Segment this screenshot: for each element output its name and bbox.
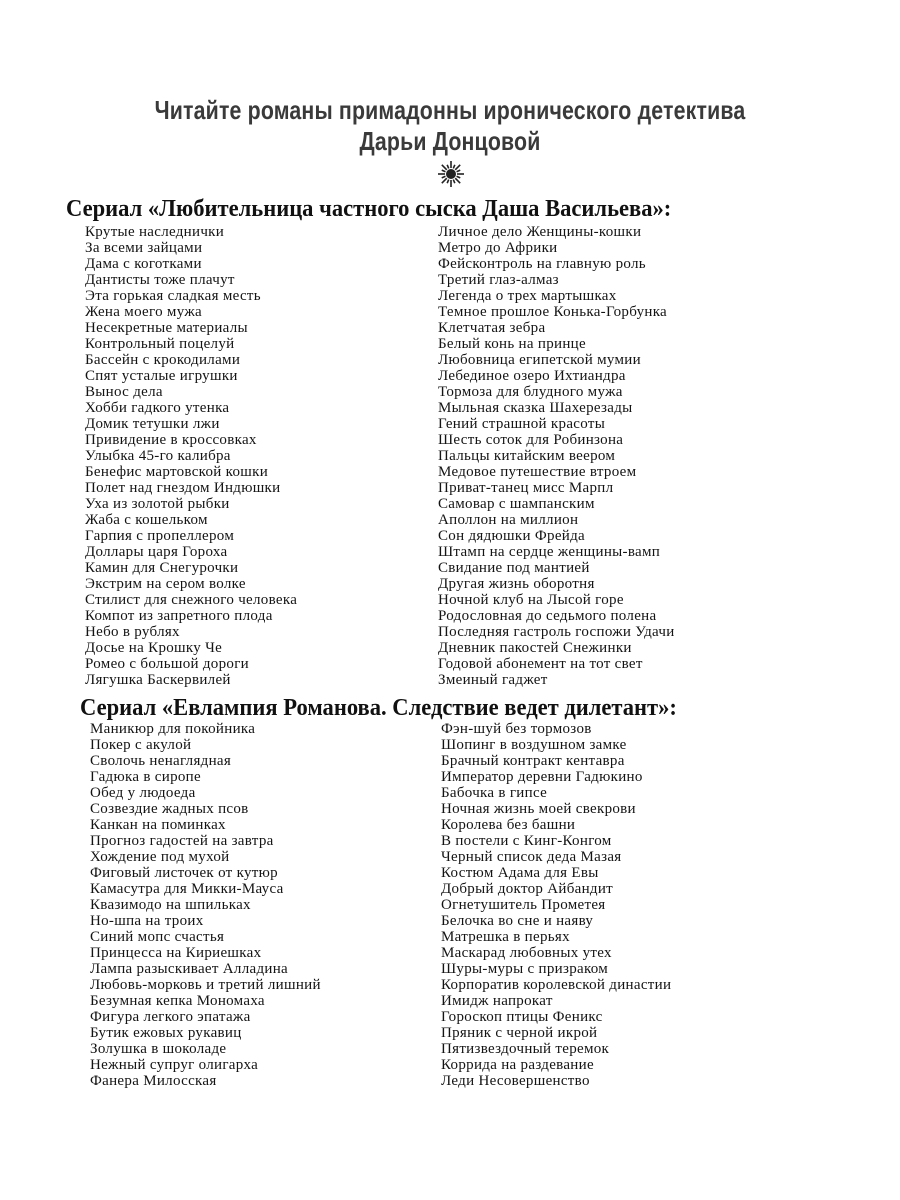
book-title-item: Змеиный гаджет <box>438 672 548 688</box>
book-title-item: Квазимодо на шпильках <box>90 897 251 913</box>
book-title-item: Огнетушитель Прометея <box>441 897 606 913</box>
book-title-item: Покер с акулой <box>90 737 192 753</box>
book-title-item: Полет над гнездом Индюшки <box>85 480 281 496</box>
page-heading-line-1: Читайте романы примадонны иронического детектива <box>154 95 746 125</box>
book-title-item: Камин для Снегурочки <box>85 560 239 576</box>
book-title-item: Дантисты тоже плачут <box>85 272 235 288</box>
book-title-item: Несекретные материалы <box>85 320 248 336</box>
book-title-item: Костюм Адама для Евы <box>441 865 599 881</box>
book-title-item: Дневник пакостей Снежинки <box>438 640 632 656</box>
book-title-item: Ромео с большой дороги <box>85 656 249 672</box>
book-title-item: Фейсконтроль на главную роль <box>438 256 646 272</box>
book-title-item: Гадюка в сиропе <box>90 769 201 785</box>
book-title-item: Вынос дела <box>85 384 163 400</box>
book-title-item: Жаба с кошельком <box>85 512 208 528</box>
book-title-item: Пятизвездочный теремок <box>441 1041 610 1057</box>
book-title-item: Любовница египетской мумии <box>438 352 641 368</box>
book-title-item: Улыбка 45-го калибра <box>85 448 231 464</box>
book-title-item: Шопинг в воздушном замке <box>441 737 627 753</box>
book-title-item: Лампа разыскивает Алладина <box>90 961 289 977</box>
book-title-item: Канкан на поминках <box>90 817 226 833</box>
series-title-dasha-vasilyeva: Сериал «Любительница частного сыска Даша Васильева»: <box>66 196 672 222</box>
book-title-item: Штамп на сердце женщины-вамп <box>438 544 661 560</box>
book-title-item: Крутые наследнички <box>85 224 225 240</box>
book-title-item: Матрешка в перьях <box>441 929 570 945</box>
book-title-item: Камасутра для Микки-Мауса <box>90 881 284 897</box>
book-title-item: Белый конь на принце <box>438 336 586 352</box>
book-title-item: Бенефис мартовской кошки <box>85 464 269 480</box>
book-title-item: Привидение в кроссовках <box>85 432 257 448</box>
book-title-item: В постели с Кинг-Конгом <box>441 833 612 849</box>
book-title-item: Клетчатая зебра <box>438 320 546 336</box>
book-title-item: Лягушка Баскервилей <box>85 672 231 688</box>
book-title-item: Небо в рублях <box>85 624 180 640</box>
book-title-item: Маскарад любовных утех <box>441 945 612 961</box>
book-title-item: Созвездие жадных псов <box>90 801 249 817</box>
book-title-item: Имидж напрокат <box>441 993 553 1009</box>
book-title-item: Гарпия с пропеллером <box>85 528 235 544</box>
book-title-item: Коррида на раздевание <box>441 1057 594 1073</box>
book-title-item: Хобби гадкого утенка <box>85 400 230 416</box>
book-title-item: Брачный контракт кентавра <box>441 753 625 769</box>
book-title-item: Спят усталые игрушки <box>85 368 238 384</box>
book-title-item: Жена моего мужа <box>85 304 202 320</box>
book-title-item: Фанера Милосская <box>90 1073 217 1089</box>
book-title-item: Годовой абонемент на тот свет <box>438 656 643 672</box>
book-title-item: Сволочь ненаглядная <box>90 753 232 769</box>
book-title-item: Доллары царя Гороха <box>85 544 228 560</box>
book-title-item: Другая жизнь оборотня <box>438 576 595 592</box>
book-title-item: Свидание под мантией <box>438 560 590 576</box>
book-title-item: Аполлон на миллион <box>438 512 579 528</box>
book-title-item: Фэн-шуй без тормозов <box>441 721 592 737</box>
book-title-item: Тормоза для блудного мужа <box>438 384 623 400</box>
book-title-item: Безумная кепка Мономаха <box>90 993 265 1009</box>
book-title-item: Ночной клуб на Лысой горе <box>438 592 624 608</box>
book-title-item: Добрый доктор Айбандит <box>441 881 614 897</box>
book-title-item: Темное прошлое Конька-Горбунка <box>438 304 668 320</box>
book-title-item: Любовь-морковь и третий лишний <box>90 977 321 993</box>
book-title-item: Но-шпа на троих <box>90 913 204 929</box>
book-title-item: Приват-танец мисс Марпл <box>438 480 614 496</box>
book-title-item: Королева без башни <box>441 817 576 833</box>
sunburst-icon <box>437 160 465 188</box>
book-title-item: Медовое путешествие втроем <box>438 464 637 480</box>
book-title-item: Уха из золотой рыбки <box>85 496 230 512</box>
book-title-item: Прогноз гадостей на завтра <box>90 833 274 849</box>
book-title-item: Досье на Крошку Че <box>85 640 223 656</box>
series-title-evlampia-romanova: Сериал «Евлампия Романова. Следствие ведет дилетант»: <box>80 695 677 721</box>
book-title-item: Стилист для снежного человека <box>85 592 298 608</box>
book-title-item: Черный список деда Мазая <box>441 849 622 865</box>
book-title-item: Нежный супруг олигарха <box>90 1057 259 1073</box>
book-title-item: Белочка во сне и наяву <box>441 913 594 929</box>
book-title-item: Последняя гастроль госпожи Удачи <box>438 624 675 640</box>
book-title-item: Леди Несовершенство <box>441 1073 590 1089</box>
book-title-item: Сон дядюшки Фрейда <box>438 528 585 544</box>
book-title-item: Контрольный поцелуй <box>85 336 235 352</box>
book-title-item: Император деревни Гадюкино <box>441 769 643 785</box>
book-title-item: Обед у людоеда <box>90 785 196 801</box>
book-title-item: Метро до Африки <box>438 240 558 256</box>
book-title-item: Экстрим на сером волке <box>85 576 246 592</box>
book-title-item: Родословная до седьмого полена <box>438 608 657 624</box>
book-title-item: Фигура легкого эпатажа <box>90 1009 251 1025</box>
book-title-item: Золушка в шоколаде <box>90 1041 227 1057</box>
book-title-item: Бабочка в гипсе <box>441 785 548 801</box>
book-title-item: Хождение под мухой <box>90 849 230 865</box>
book-title-item: Шесть соток для Робинзона <box>438 432 624 448</box>
book-title-item: Домик тетушки лжи <box>85 416 220 432</box>
book-title-item: Дама с коготками <box>85 256 202 272</box>
book-title-item: Эта горькая сладкая месть <box>85 288 261 304</box>
book-title-item: Ночная жизнь моей свекрови <box>441 801 636 817</box>
book-title-item: Шуры-муры с призраком <box>441 961 609 977</box>
book-title-item: Принцесса на Кириешках <box>90 945 262 961</box>
book-title-item: Корпоратив королевской династии <box>441 977 672 993</box>
series-1-left-column <box>85 224 297 688</box>
book-title-item: Гений страшной красоты <box>438 416 606 432</box>
book-title-item: Личное дело Женщины-кошки <box>438 224 642 240</box>
book-title-item: Бутик ежовых рукавиц <box>90 1025 242 1041</box>
book-title-item: Пальцы китайским веером <box>438 448 616 464</box>
book-title-item: Синий мопс счастья <box>90 929 225 945</box>
book-title-item: Фиговый листочек от кутюр <box>90 865 278 881</box>
book-title-item: Легенда о трех мартышках <box>438 288 617 304</box>
book-title-item: Третий глаз-алмаз <box>438 272 559 288</box>
series-1-right-column <box>438 224 675 688</box>
book-title-item: Пряник с черной икрой <box>441 1025 598 1041</box>
series-2-left-column <box>90 721 321 1089</box>
book-title-item: Самовар с шампанским <box>438 496 595 512</box>
book-title-item: Бассейн с крокодилами <box>85 352 241 368</box>
book-title-item: Компот из запретного плода <box>85 608 273 624</box>
series-2-right-column <box>441 721 671 1089</box>
book-title-item: Мыльная сказка Шахерезады <box>438 400 633 416</box>
book-title-item: Маникюр для покойника <box>90 721 256 737</box>
book-title-item: Лебединое озеро Ихтиандра <box>438 368 626 384</box>
book-title-item: За всеми зайцами <box>85 240 203 256</box>
book-title-item: Гороскоп птицы Феникс <box>441 1009 603 1025</box>
page-heading-line-2: Дарьи Донцовой <box>359 126 541 156</box>
